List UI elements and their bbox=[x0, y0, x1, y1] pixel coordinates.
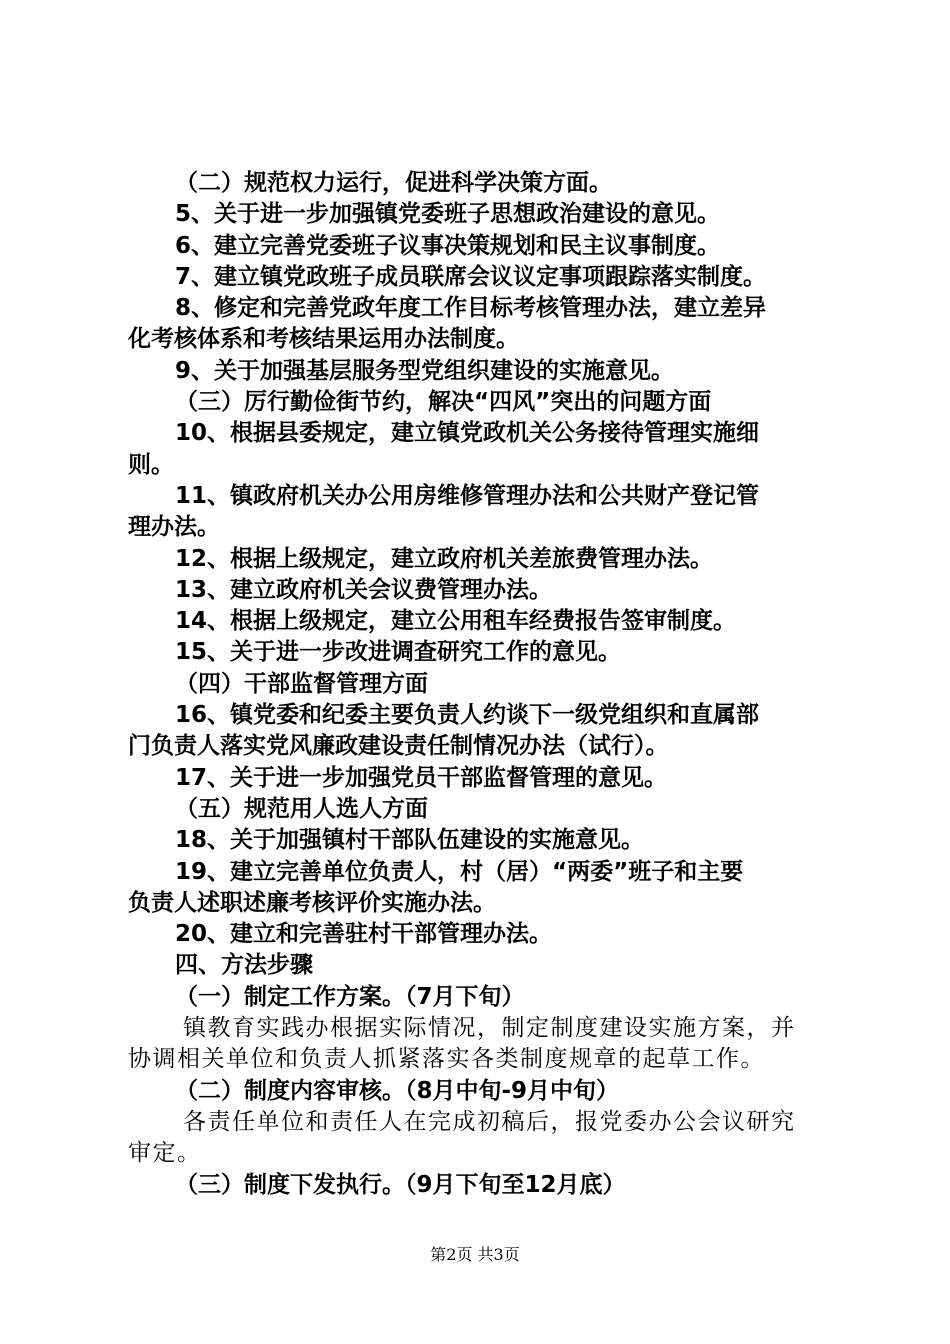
text-line: 则。 bbox=[128, 451, 174, 478]
text-line: 镇教育实践办根据实际情况，制定制度建设实施方案，并 bbox=[183, 1015, 796, 1042]
text-line: （五）规范用人选人方面 bbox=[175, 795, 428, 822]
text-line: 12、根据上级规定，建立政府机关差旅费管理办法。 bbox=[175, 545, 714, 572]
text-line: 8、修定和完善党政年度工作目标考核管理办法，建立差异 bbox=[175, 295, 767, 322]
text-line: 5、关于进一步加强镇党委班子思想政治建设的意见。 bbox=[175, 201, 721, 228]
text-line: 化考核体系和考核结果运用办法制度。 bbox=[128, 326, 519, 353]
text-line: 17、关于进一步加强党员干部监督管理的意见。 bbox=[175, 764, 668, 791]
text-line: 15、关于进一步改进调查研究工作的意见。 bbox=[175, 639, 622, 666]
text-line: 10、根据县委规定，建立镇党政机关公务接待管理实施细 bbox=[175, 420, 760, 447]
text-line: 9、关于加强基层服务型党组织建设的实施意见。 bbox=[175, 357, 675, 384]
text-line: 门负责人落实党风廉政建设责任制情况办法（试行）。 bbox=[128, 733, 669, 760]
text-line: 各责任单位和责任人在完成初稿后，报党委办公会议研究 bbox=[183, 1108, 796, 1135]
text-line: 11、镇政府机关办公用房维修管理办法和公共财产登记管 bbox=[175, 482, 760, 509]
text-line: 19、建立完善单位负责人，村（居）“两委”班子和主要 bbox=[175, 858, 744, 885]
text-line: 18、关于加强镇村干部队伍建设的实施意见。 bbox=[175, 827, 645, 854]
text-line: 14、根据上级规定，建立公用租车经费报告签审制度。 bbox=[175, 608, 737, 635]
text-line: 协调相关单位和负责人抓紧落实各类制度规章的起草工作。 bbox=[128, 1046, 765, 1073]
text-line: 16、镇党委和纪委主要负责人约谈下一级党组织和直属部 bbox=[175, 702, 760, 729]
text-line: （三）制度下发执行。（9月下旬至12月底） bbox=[175, 1171, 626, 1198]
text-line: 13、建立政府机关会议费管理办法。 bbox=[175, 576, 553, 603]
text-line: 20、建立和完善驻村干部管理办法。 bbox=[175, 921, 553, 948]
text-line: （三）厉行勤俭街节约，解决“四风”突出的问题方面 bbox=[175, 389, 712, 416]
text-line: （二）制度内容审核。（8月中旬-9月中旬） bbox=[175, 1077, 620, 1104]
text-line: 7、建立镇党政班子成员联席会议议定事项跟踪落实制度。 bbox=[175, 263, 767, 290]
text-line: 6、建立完善党委班子议事决策规划和民主议事制度。 bbox=[175, 232, 721, 259]
text-line: 负责人述职述廉考核评价实施办法。 bbox=[128, 889, 496, 916]
text-line: 理办法。 bbox=[128, 514, 220, 541]
text-line: （二）规范权力运行，促进科学决策方面。 bbox=[175, 170, 612, 196]
text-line: （四）干部监督管理方面 bbox=[175, 670, 428, 697]
text-line: 审定。 bbox=[128, 1140, 202, 1167]
text-line: 四、方法步骤 bbox=[175, 952, 313, 979]
page-footer: 第2页 共3页 bbox=[430, 1245, 520, 1264]
document-body bbox=[128, 168, 832, 1201]
text-line: （一）制定工作方案。（7月下旬） bbox=[175, 983, 525, 1010]
